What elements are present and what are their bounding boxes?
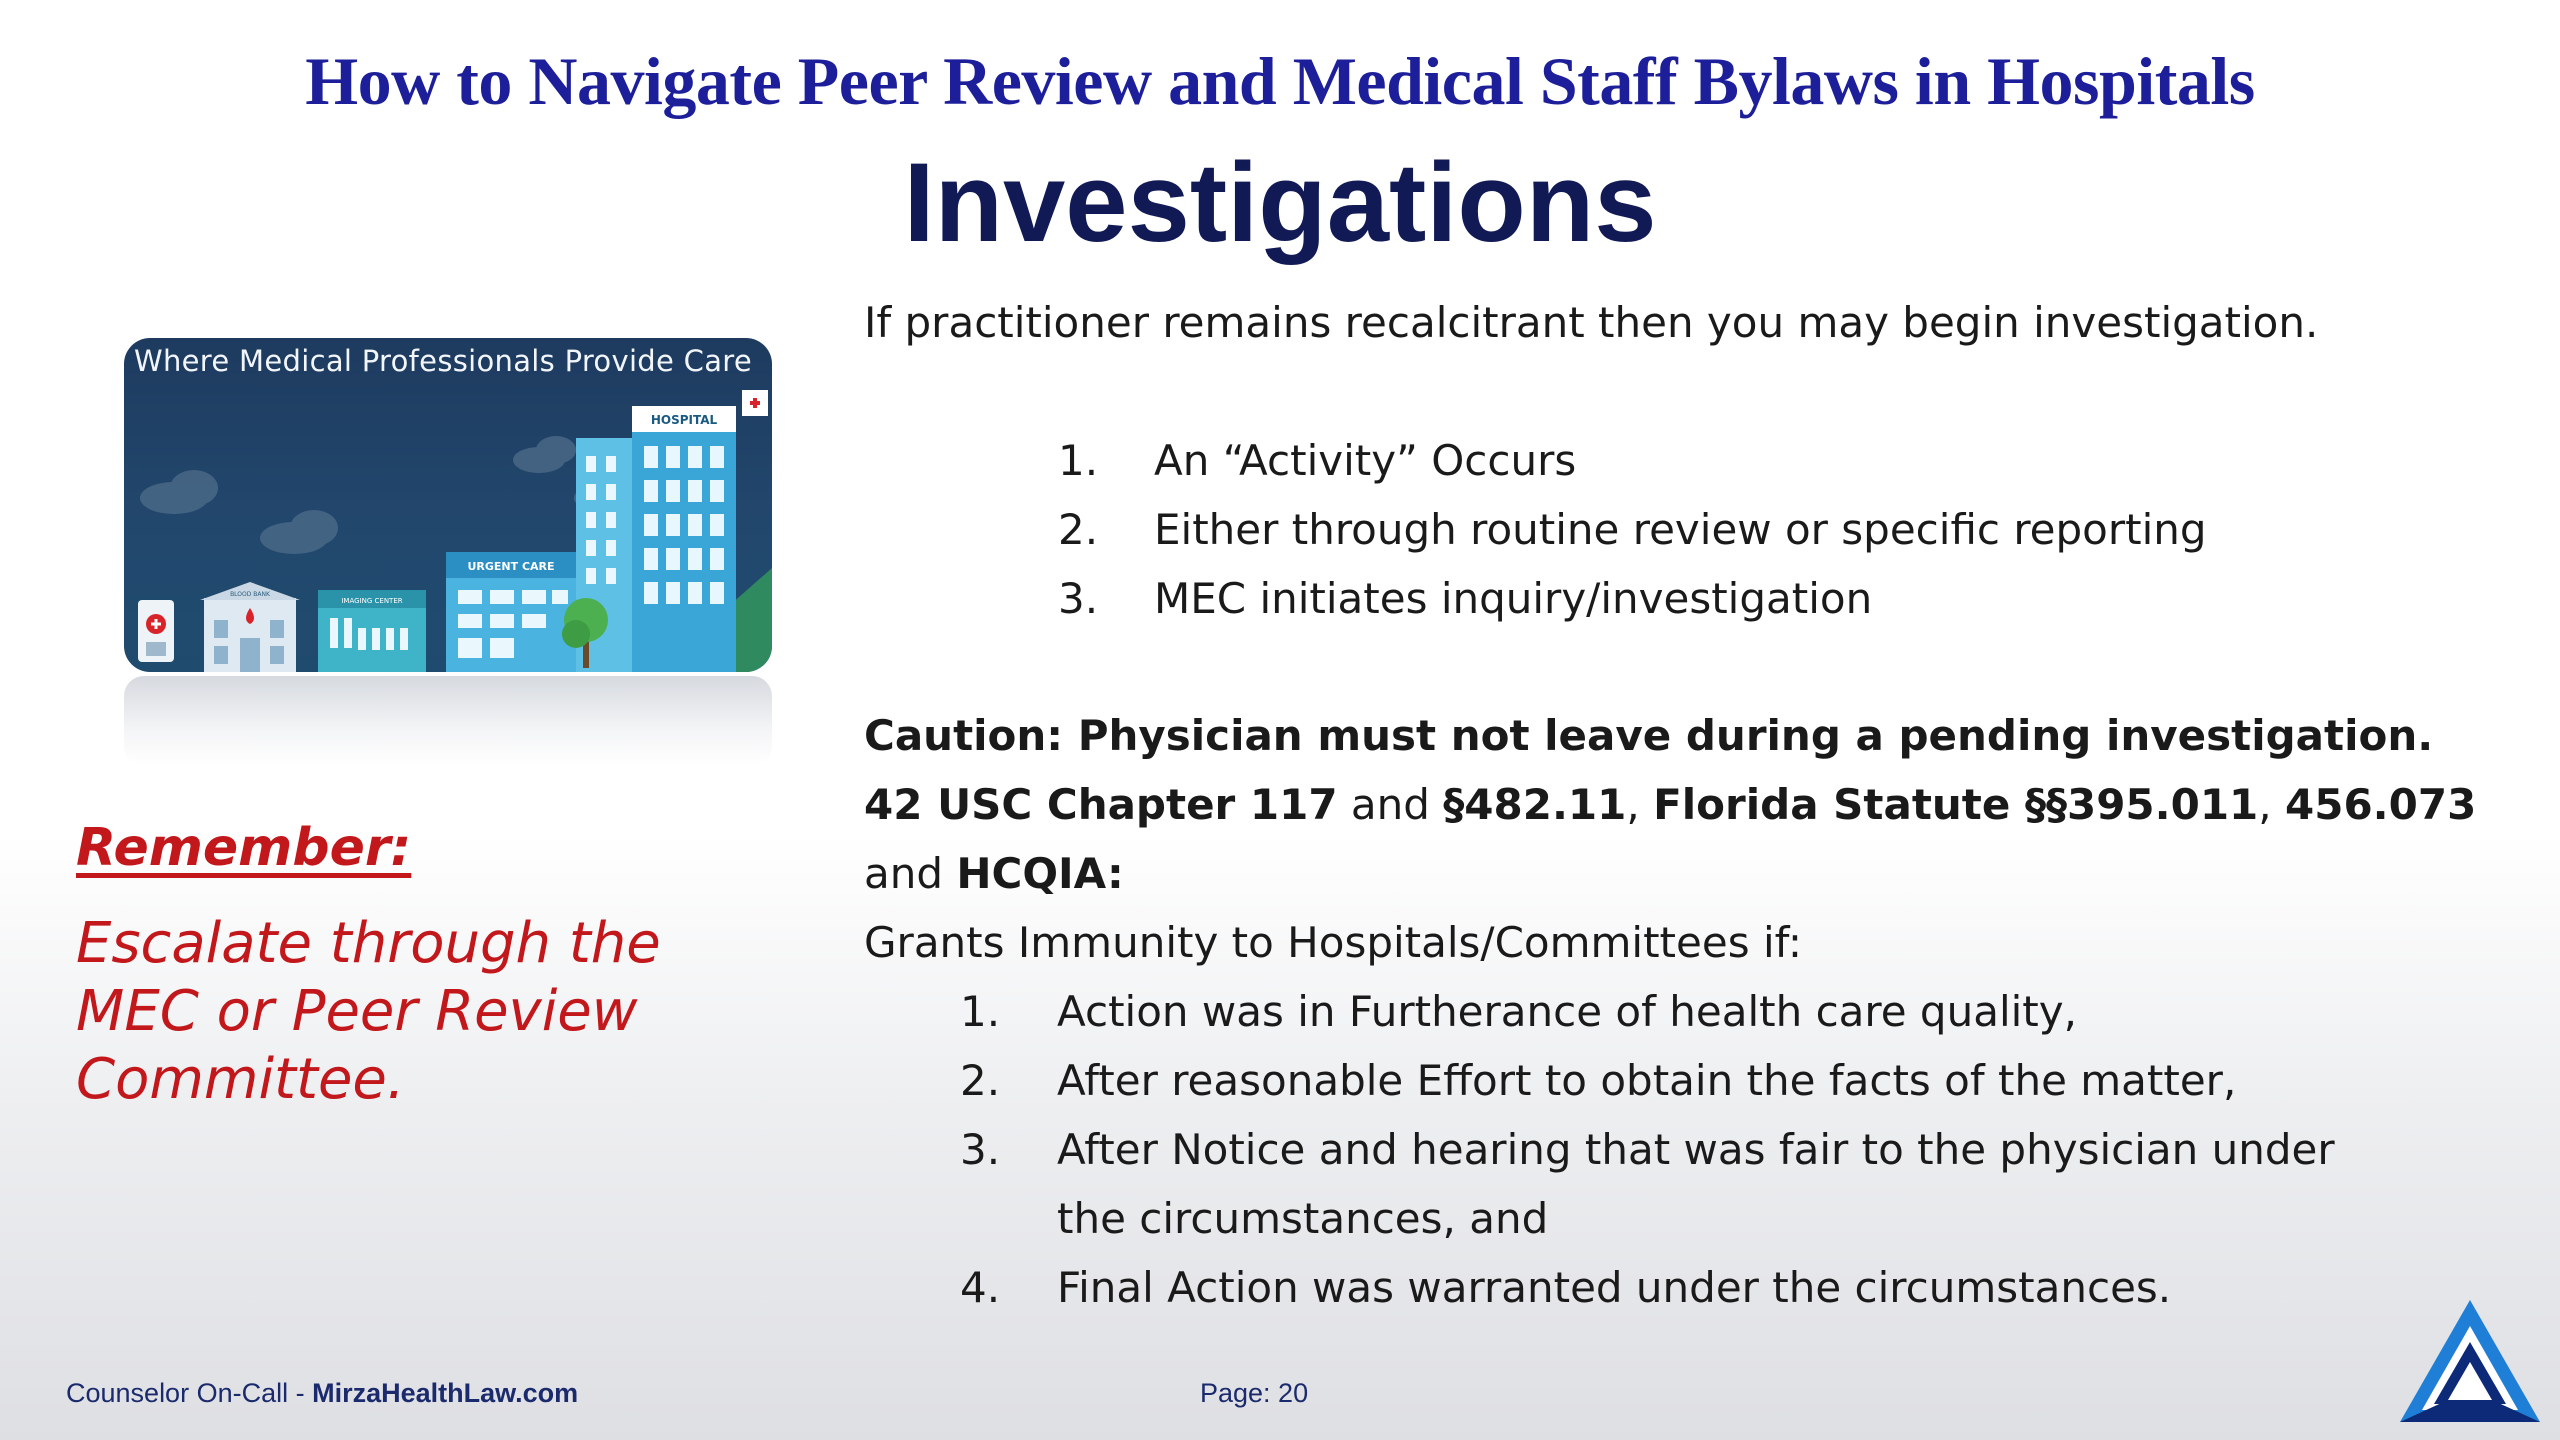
deck-title: How to Navigate Peer Review and Medical Staff Bylaws in Hospitals — [305, 43, 2255, 119]
firm-logo-icon — [2396, 1296, 2544, 1426]
imaging-center-label: IMAGING CENTER — [341, 597, 403, 605]
citation-line — [864, 780, 2476, 829]
condition-text: Final Action was warranted under the circumstances. — [1057, 1263, 2172, 1312]
grants-text: Grants Immunity to Hospitals/Committees if: — [864, 918, 1803, 967]
urgent-care-label: URGENT CARE — [467, 560, 555, 573]
healthcare-facilities-illustration — [124, 338, 772, 672]
illustration-caption: Where Medical Professionals Provide Care — [134, 344, 753, 378]
city-skyline-graphic — [124, 338, 772, 672]
citation-comma: , — [2258, 780, 2285, 829]
condition-number: 2. — [960, 1056, 1001, 1105]
blood-bank-label: BLOOD BANK — [230, 591, 270, 598]
slide-title: Investigations — [903, 140, 1657, 265]
condition-number: 1. — [960, 987, 1001, 1036]
remember-heading: Remember: — [76, 818, 412, 878]
footer-website-link[interactable]: MirzaHealthLaw.com — [312, 1378, 579, 1408]
condition-text: After reasonable Effort to obtain the facts of the matter, — [1057, 1056, 2237, 1105]
intro-text: If practitioner remains recalcitrant then you may begin investigation. — [864, 298, 2319, 347]
illustration-reflection — [124, 676, 772, 766]
citation-comma: , — [1626, 780, 1654, 829]
citation-cfr: §482.11 — [1443, 780, 1627, 829]
remember-text: Escalate through the MEC or Peer Review Committee. — [76, 911, 661, 1112]
condition-number: 3. — [960, 1125, 1001, 1174]
citation-and: and — [1337, 780, 1444, 829]
step-text: MEC initiates inquiry/investigation — [1154, 574, 1873, 623]
step-number: 1. — [1058, 436, 1099, 485]
step-number: 3. — [1058, 574, 1099, 623]
step-text: An “Activity” Occurs — [1154, 436, 1577, 485]
page-number: Page: 20 — [1200, 1378, 1309, 1408]
step-number: 2. — [1058, 505, 1099, 554]
condition-text: Action was in Furtherance of health care quality, — [1057, 987, 2077, 1036]
citation-and: and — [864, 849, 957, 898]
footer-prefix: Counselor On-Call - — [66, 1378, 313, 1408]
citation-hcqia: HCQIA: — [956, 849, 1124, 898]
citation-line-2 — [864, 849, 1124, 898]
citation-florida-2: 456.073 — [2285, 780, 2477, 829]
citation-usc: 42 USC Chapter 117 — [864, 780, 1338, 829]
citation-florida: Florida Statute §§395.011 — [1653, 780, 2259, 829]
footer-credit — [66, 1378, 578, 1409]
condition-text-continued: the circumstances, and — [1057, 1194, 1549, 1243]
condition-number: 4. — [960, 1263, 1001, 1312]
clinic-icon — [138, 600, 174, 662]
step-text: Either through routine review or specific reporting — [1154, 505, 2207, 554]
caution-text: Caution: Physician must not leave during a pending investigation. — [864, 711, 2434, 760]
hospital-label: HOSPITAL — [650, 413, 718, 427]
condition-text: After Notice and hearing that was fair to the physician under — [1057, 1125, 2335, 1174]
clouds-icon — [140, 436, 646, 554]
